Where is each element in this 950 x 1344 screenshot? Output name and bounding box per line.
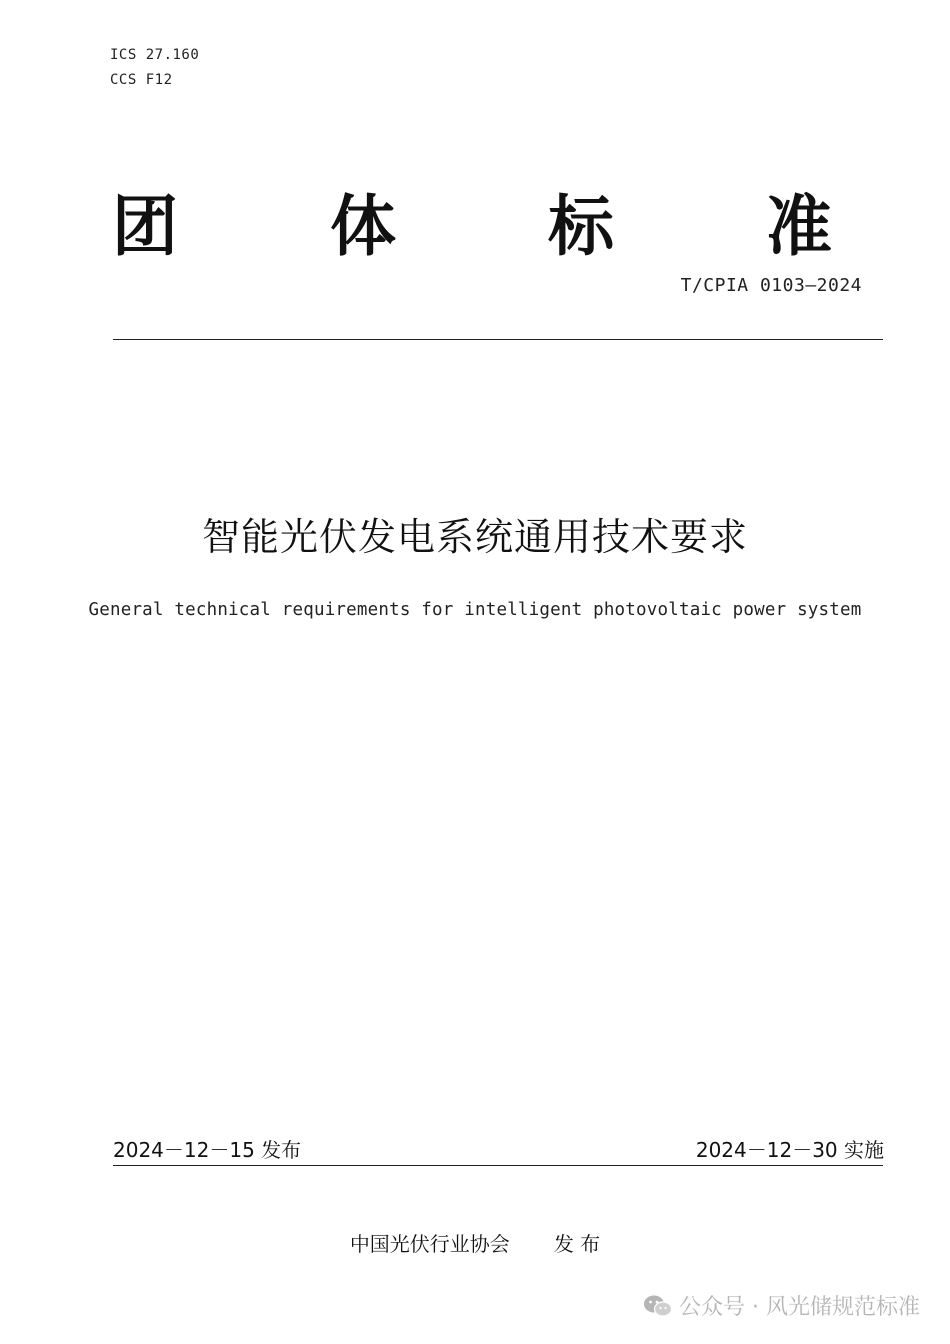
title-char: 准 xyxy=(766,188,832,265)
watermark xyxy=(643,1290,920,1321)
title-char: 标 xyxy=(548,188,614,265)
top-divider xyxy=(113,339,883,340)
document-type-title xyxy=(112,182,832,272)
title-char: 团 xyxy=(112,188,178,265)
standard-code: T/CPIA 0103—2024 xyxy=(680,275,862,296)
title-char: 体 xyxy=(330,188,396,265)
publisher-action: 发 布 xyxy=(553,1232,601,1256)
wechat-icon xyxy=(643,1294,673,1318)
watermark-text: 公众号 · 风光储规范标准 xyxy=(679,1295,920,1320)
document-title-cn: 智能光伏发电系统通用技术要求 xyxy=(201,515,748,559)
ics-code: ICS 27.160 xyxy=(110,47,200,63)
document-title-en: General technical requirements for intelligent photovoltaic power system xyxy=(88,600,862,620)
bottom-divider xyxy=(113,1165,883,1166)
publisher-org: 中国光伏行业协会 xyxy=(349,1232,510,1256)
publish-date: 2024－12－15 发布 xyxy=(113,1138,302,1162)
implement-date: 2024－12－30 实施 xyxy=(695,1138,884,1162)
publisher-line xyxy=(0,1228,950,1257)
ccs-code: CCS F12 xyxy=(110,72,173,88)
